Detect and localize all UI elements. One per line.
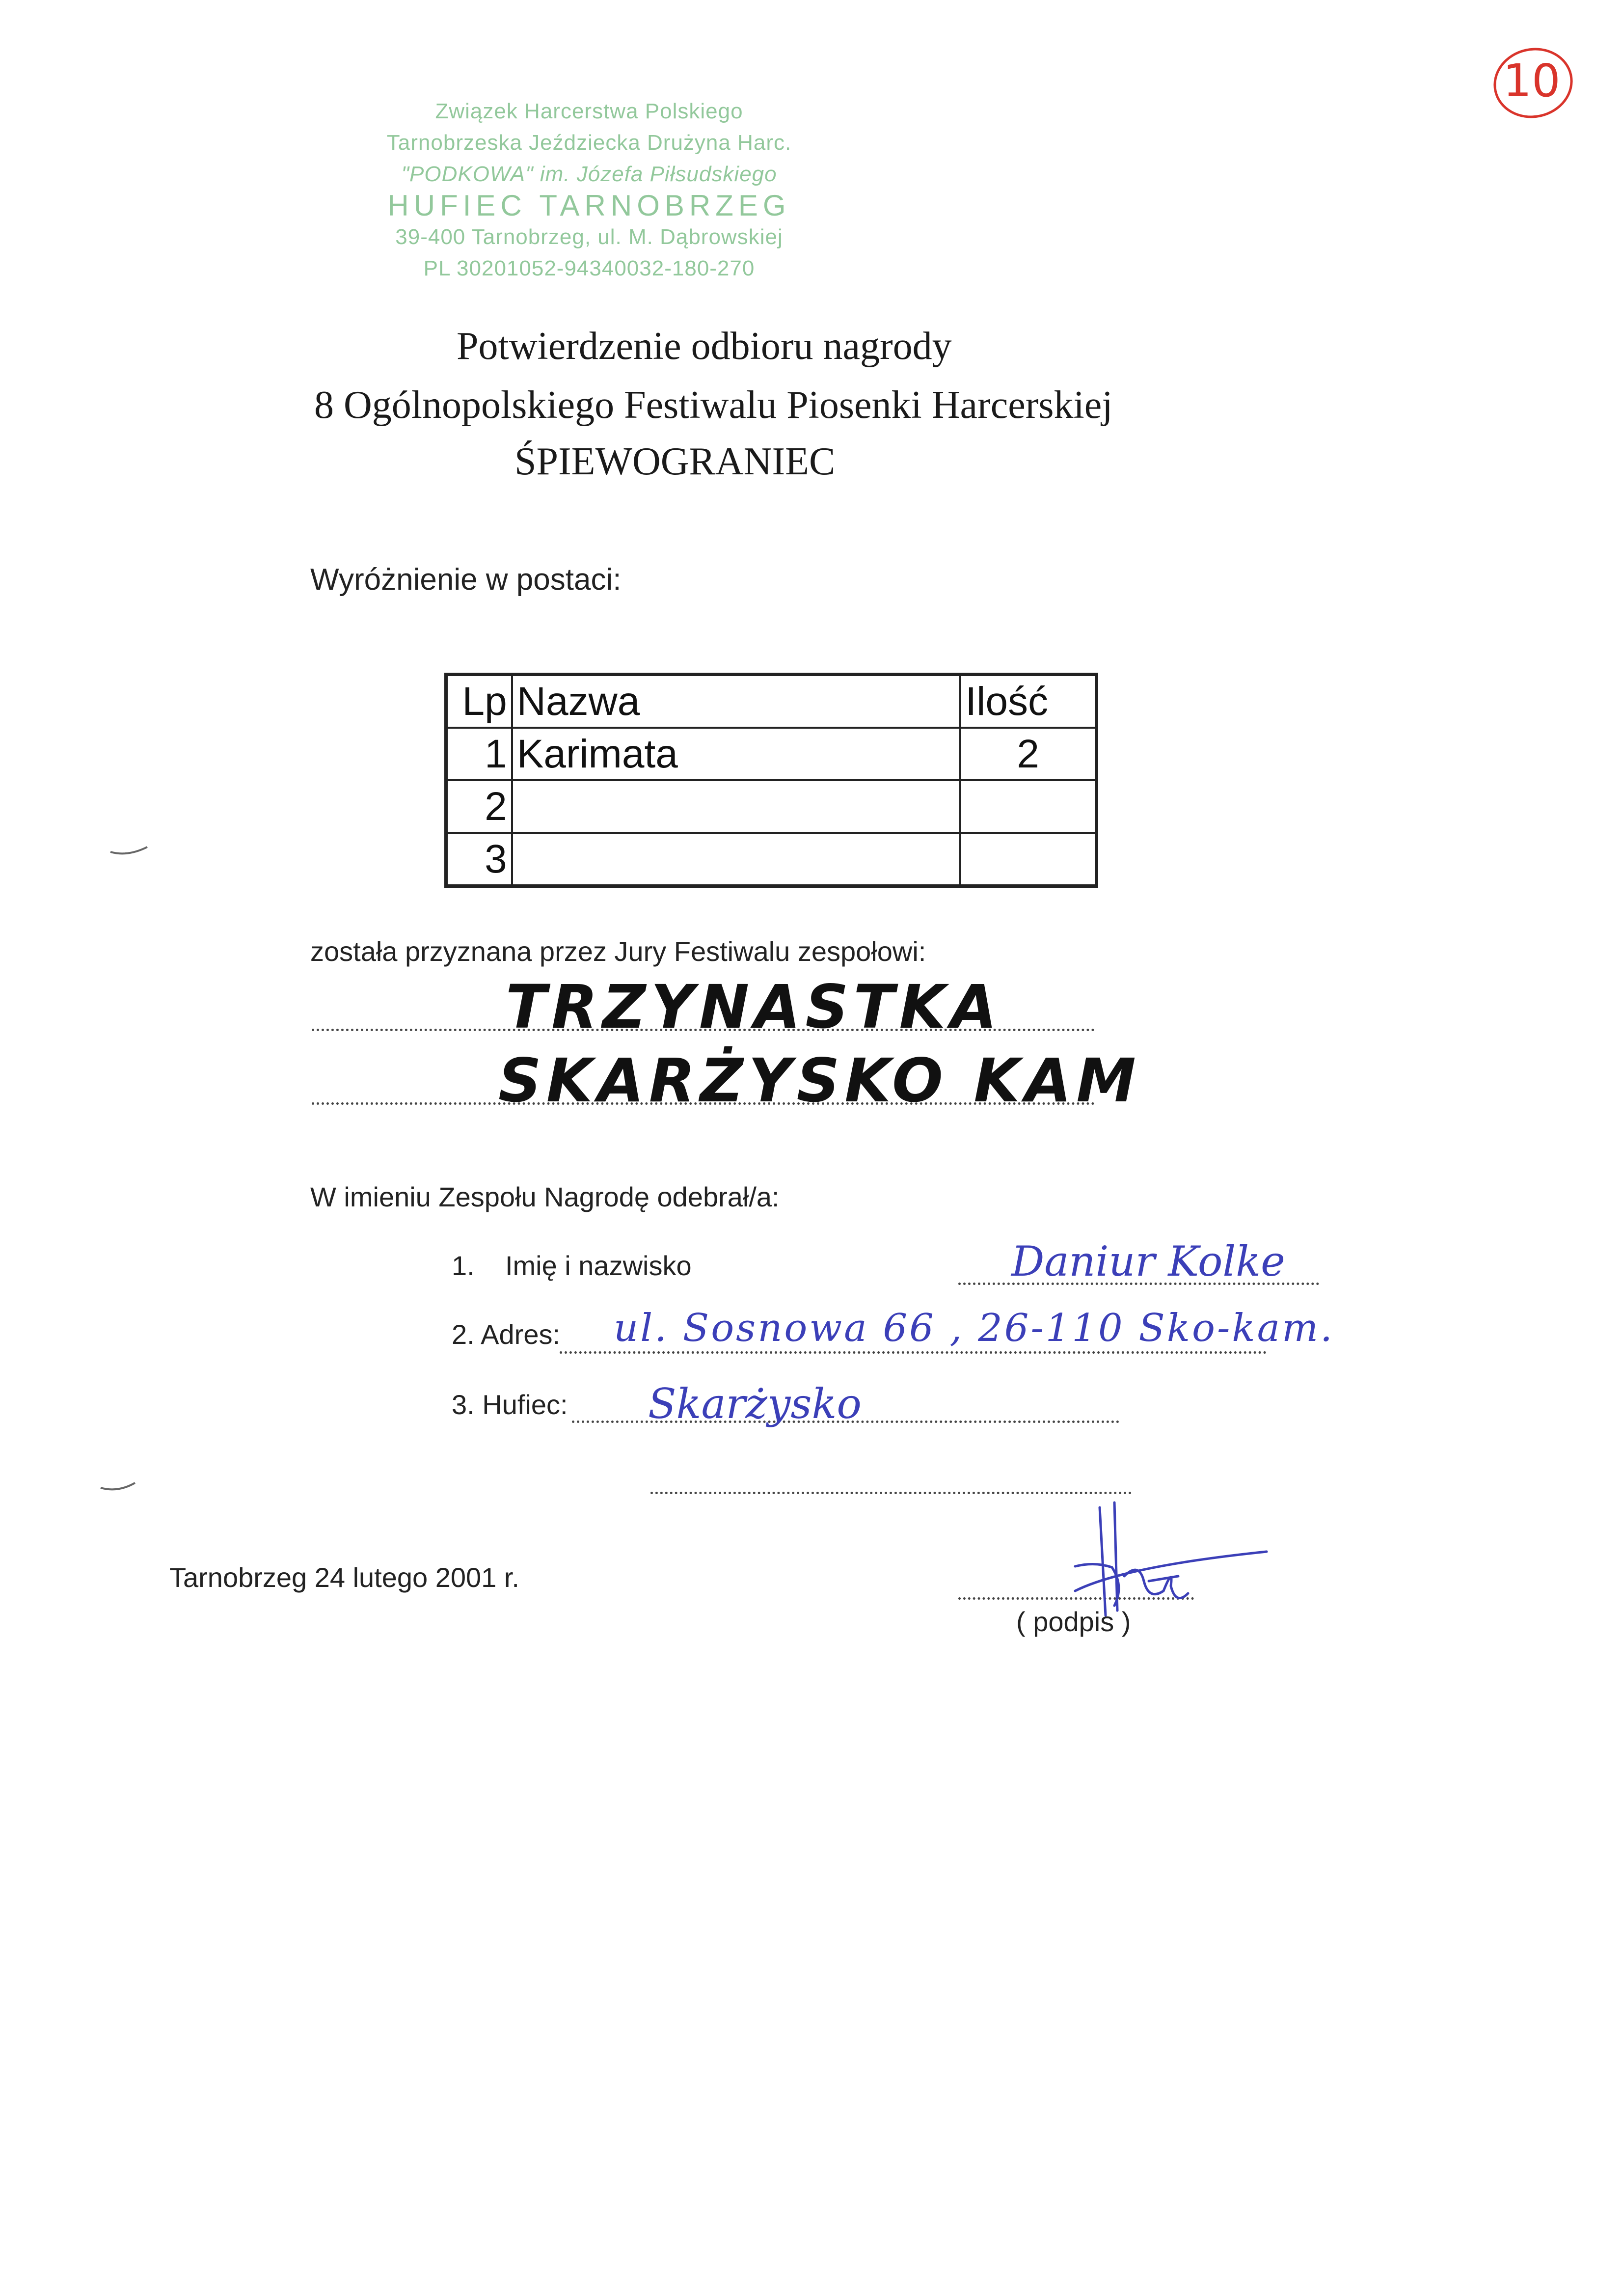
cell-qty: [960, 833, 1096, 886]
cell-qty: 2: [960, 728, 1096, 780]
stamp-line: PL 30201052-94340032-180-270: [423, 256, 755, 280]
document-title: Potwierdzenie odbioru nagrody: [457, 325, 952, 368]
signature-label: ( podpis ): [1016, 1606, 1131, 1637]
cell-qty: [960, 780, 1096, 833]
team-city-handwritten: SKARŻYSKO KAM: [498, 1046, 1141, 1116]
address-field-value: ul. Sosnowa 66 , 26-110 Sko-kam.: [614, 1306, 1334, 1350]
stamp-line: HUFIEC TARNOBRZEG: [387, 189, 791, 222]
table-header-row: [446, 675, 1097, 728]
stamp-line: Związek Harcerstwa Polskiego: [435, 99, 743, 123]
cell-lp: 1: [446, 728, 512, 780]
stamp-line: "PODKOWA" im. Józefa Piłsudskiego: [401, 162, 777, 186]
organization-stamp: [383, 96, 795, 284]
cell-name: [512, 780, 961, 833]
table-row: [446, 833, 1097, 886]
granted-label: została przyznana przez Jury Festiwalu zespołowi:: [310, 936, 926, 967]
header-qty: Ilość: [960, 675, 1096, 728]
receiver-label: W imieniu Zespołu Nagrodę odebrał/a:: [310, 1181, 780, 1212]
address-field-label: 2. Adres:: [452, 1319, 561, 1350]
stamp-line: Tarnobrzeska Jeździecka Drużyna Harc.: [386, 131, 792, 155]
award-table: [444, 673, 1098, 888]
name-field-label: 1. Imię i nazwisko: [452, 1250, 692, 1281]
cell-name: [512, 833, 961, 886]
header-lp: Lp: [446, 675, 512, 728]
hufiec-field-value: Skarżysko: [648, 1380, 862, 1428]
header-name: Nazwa: [512, 675, 961, 728]
festival-name: ŚPIEWOGRANIEC: [514, 440, 836, 483]
table-row: [446, 728, 1097, 780]
document-subtitle: 8 Ogólnopolskiego Festiwalu Piosenki Harcerskiej: [314, 383, 1113, 427]
stamp-line: 39-400 Tarnobrzeg, ul. M. Dąbrowskiej: [395, 225, 783, 249]
award-label: Wyróżnienie w postaci:: [310, 563, 622, 597]
address-field-line: [560, 1351, 1267, 1354]
place-date: Tarnobrzeg 24 lutego 2001 r.: [169, 1562, 519, 1593]
table-row: [446, 780, 1097, 833]
cell-name: Karimata: [512, 728, 961, 780]
cell-lp: 2: [446, 780, 512, 833]
cell-lp: 3: [446, 833, 512, 886]
name-field-value: Daniur Kolke: [1011, 1237, 1285, 1285]
page-number: 10: [1503, 55, 1561, 107]
team-name-handwritten: TRZYNASTKA: [506, 972, 1002, 1042]
hufiec-field-label: 3. Hufiec:: [452, 1389, 568, 1420]
